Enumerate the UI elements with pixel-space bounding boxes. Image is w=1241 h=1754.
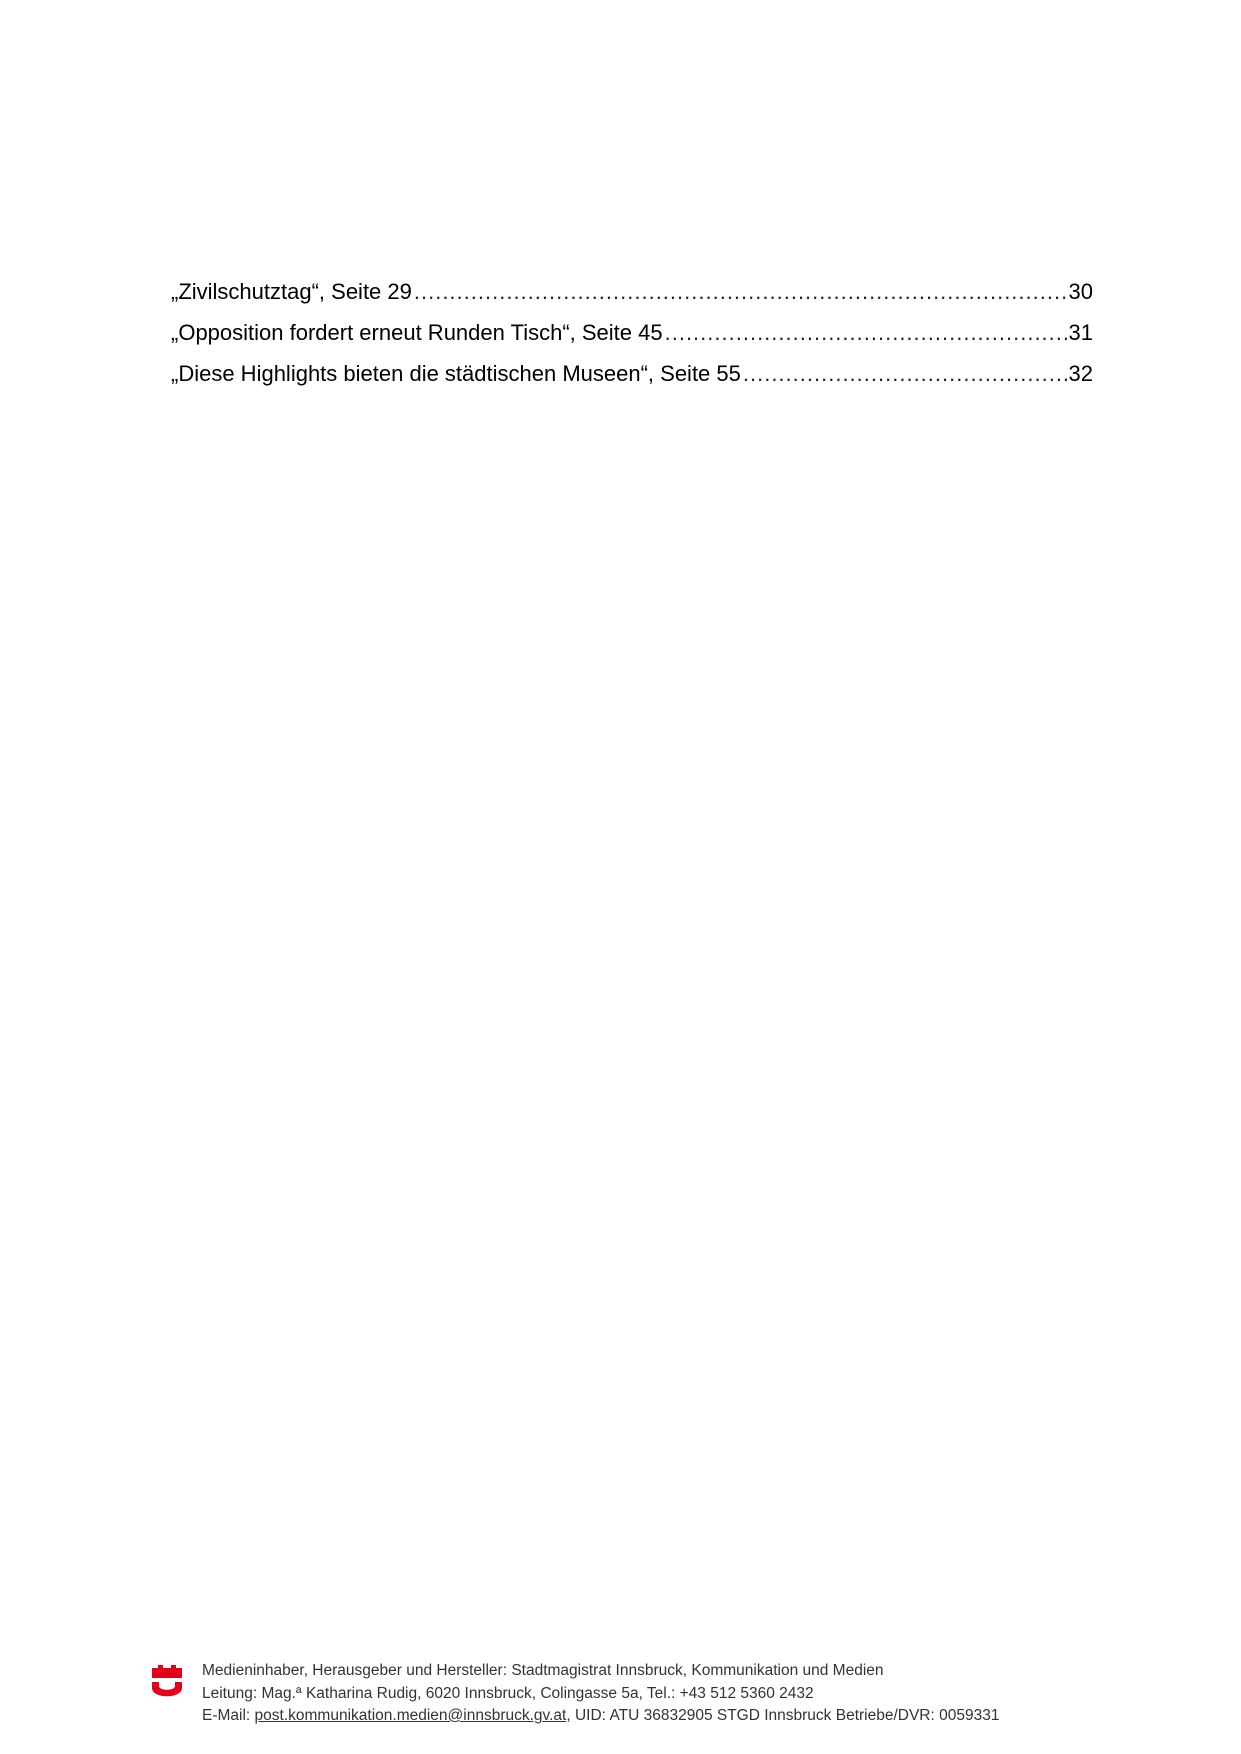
footer-email-link[interactable]: post.kommunikation.medien@innsbruck.gv.at [254,1707,567,1724]
toc-dot-leader [414,278,1067,306]
toc-entry[interactable] [171,360,1093,401]
toc-dot-leader [743,360,1067,388]
footer-uid-text: , UID: ATU 36832905 STGD Innsbruck Betriebe/DVR: 0059331 [566,1707,1000,1724]
footer-imprint [202,1660,999,1728]
toc-entry[interactable] [171,278,1093,319]
toc-dot-leader [665,319,1067,347]
toc-entry-title: „Zivilschutztag“, Seite 29 [171,279,412,304]
footer-management-line: Leitung: Mag.ª Katharina Rudig, 6020 Innsbruck, Colingasse 5a, Tel.: +43 512 5360 2432 [202,1684,814,1702]
toc-entry-page: 31 [1068,320,1093,345]
toc-entry-title: „Diese Highlights bieten die städtischen Museen“, Seite 55 [171,361,741,386]
footer-publisher-line: Medieninhaber, Herausgeber und Hersteller: Stadtmagistrat Innsbruck, Kommunikation und Medien [202,1662,884,1679]
toc-entry-page: 30 [1068,279,1093,304]
toc-entry[interactable] [171,319,1093,360]
innsbruck-logo-icon [150,1664,184,1704]
toc-entry-title: „Opposition fordert erneut Runden Tisch“, Seite 45 [171,320,663,345]
footer-contact-line [202,1705,999,1728]
page-footer [150,1660,1090,1728]
footer-email-label: E-Mail: [202,1707,255,1724]
table-of-contents [171,278,1093,401]
toc-entry-page: 32 [1068,361,1093,386]
